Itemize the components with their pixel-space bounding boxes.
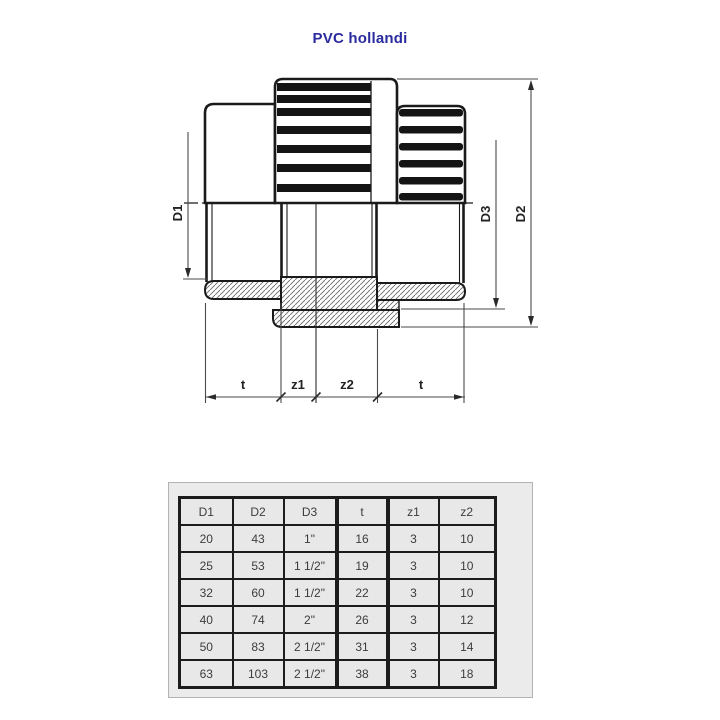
table-cell: 53 (233, 552, 284, 579)
table-cell: 20 (180, 525, 233, 552)
table-cell: 63 (180, 660, 233, 688)
table-cell: 1" (284, 525, 337, 552)
header-t: t (337, 498, 388, 526)
header-d3: D3 (284, 498, 337, 526)
threaded-end-body (397, 106, 465, 203)
table-cell: 31 (337, 633, 388, 660)
label-d1: D1 (170, 204, 185, 222)
table-cell: 2 1/2" (284, 633, 337, 660)
right-socket-wall-section (377, 283, 465, 300)
table-row (180, 606, 496, 633)
label-d2: D2 (513, 205, 528, 223)
table-cell: 22 (337, 579, 388, 606)
table-row (180, 552, 496, 579)
table-cell: 14 (439, 633, 496, 660)
table-cell: 38 (337, 660, 388, 688)
table-cell: 74 (233, 606, 284, 633)
table-cell: 43 (233, 525, 284, 552)
table-cell: 3 (388, 525, 439, 552)
dimensions-table-panel (168, 482, 533, 698)
table-cell: 2" (284, 606, 337, 633)
label-t-left: t (240, 377, 246, 392)
table-cell: 3 (388, 660, 439, 688)
section-hatched-parts (205, 277, 465, 327)
left-socket-wall-section (205, 281, 281, 299)
table-cell: 3 (388, 633, 439, 660)
table-cell: 40 (180, 606, 233, 633)
label-d3: D3 (478, 205, 493, 223)
header-d2: D2 (233, 498, 284, 526)
page-title: PVC hollandi (312, 30, 408, 47)
label-z2: z2 (340, 377, 354, 392)
thread-step-section (377, 300, 399, 310)
table-row (180, 660, 496, 688)
section-walls (207, 203, 464, 283)
table-cell: 1 1/2" (284, 552, 337, 579)
table-row (180, 579, 496, 606)
table-cell: 3 (388, 606, 439, 633)
left-socket-body (205, 104, 275, 203)
table-cell: 2 1/2" (284, 660, 337, 688)
table-cell: 83 (233, 633, 284, 660)
table-cell: 19 (337, 552, 388, 579)
table-cell: 50 (180, 633, 233, 660)
table-header-row (180, 498, 496, 526)
table-cell: 26 (337, 606, 388, 633)
table-cell: 25 (180, 552, 233, 579)
label-t-right: t (418, 377, 424, 392)
table-cell: 103 (233, 660, 284, 688)
table-cell: 10 (439, 552, 496, 579)
nut-body-section (281, 277, 377, 310)
table-cell: 32 (180, 579, 233, 606)
table-cell: 1 1/2" (284, 579, 337, 606)
nut-lower-lip-section (273, 310, 399, 327)
dimensions-table (178, 496, 497, 689)
header-z1: z1 (388, 498, 439, 526)
table-cell: 16 (337, 525, 388, 552)
table-cell: 18 (439, 660, 496, 688)
table-cell: 60 (233, 579, 284, 606)
table-cell: 10 (439, 579, 496, 606)
table-cell: 3 (388, 552, 439, 579)
table-cell: 10 (439, 525, 496, 552)
label-z1: z1 (291, 377, 305, 392)
header-d1: D1 (180, 498, 233, 526)
header-z2: z2 (439, 498, 496, 526)
table-cell: 12 (439, 606, 496, 633)
table-cell: 3 (388, 579, 439, 606)
table-row (180, 525, 496, 552)
table-row (180, 633, 496, 660)
